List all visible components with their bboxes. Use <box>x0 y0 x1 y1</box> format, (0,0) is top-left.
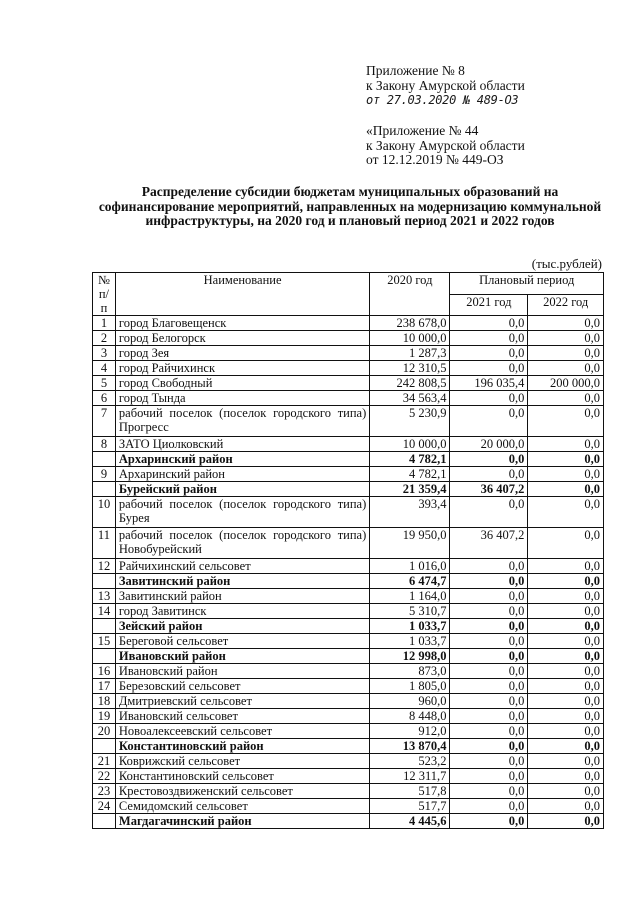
row-value-2021: 0,0 <box>450 709 528 724</box>
row-name: Новоалексеевский сельсовет <box>115 724 369 739</box>
table-row <box>93 634 604 649</box>
table-row <box>93 589 604 604</box>
row-name: Ивановский район <box>115 664 369 679</box>
row-value-2022: 0,0 <box>528 391 604 406</box>
row-value-2020: 873,0 <box>370 664 450 679</box>
row-number: 4 <box>93 361 116 376</box>
row-number <box>93 814 116 829</box>
table-row <box>93 528 604 559</box>
row-name: Завитинский район <box>115 574 369 589</box>
row-number <box>93 574 116 589</box>
subsidy-table <box>92 272 604 829</box>
row-name: Завитинский район <box>115 589 369 604</box>
row-name: Семидомский сельсовет <box>115 799 369 814</box>
row-value-2021: 0,0 <box>450 649 528 664</box>
row-value-2020: 10 000,0 <box>370 437 450 452</box>
table-row <box>93 559 604 574</box>
row-value-2020: 12 310,5 <box>370 361 450 376</box>
row-name: Дмитриевский сельсовет <box>115 694 369 709</box>
row-value-2021: 0,0 <box>450 346 528 361</box>
table-row <box>93 467 604 482</box>
row-number: 9 <box>93 467 116 482</box>
row-value-2021: 0,0 <box>450 391 528 406</box>
row-value-2021: 0,0 <box>450 589 528 604</box>
row-value-2021: 0,0 <box>450 406 528 437</box>
row-value-2021: 0,0 <box>450 679 528 694</box>
row-value-2020: 1 033,7 <box>370 634 450 649</box>
row-value-2020: 5 230,9 <box>370 406 450 437</box>
row-number <box>93 649 116 664</box>
row-value-2022: 0,0 <box>528 452 604 467</box>
row-value-2022: 0,0 <box>528 559 604 574</box>
row-value-2022: 0,0 <box>528 799 604 814</box>
table-row <box>93 497 604 528</box>
row-value-2020: 1 805,0 <box>370 679 450 694</box>
table-row <box>93 664 604 679</box>
row-value-2022: 0,0 <box>528 497 604 528</box>
row-name: Райчихинский сельсовет <box>115 559 369 574</box>
table-row <box>93 437 604 452</box>
row-value-2022: 0,0 <box>528 784 604 799</box>
document-title: Распределение субсидии бюджетам муниципальных образований на софинансирование мероприятий, направленных на модернизацию коммунальной инфраструктуры, на 2020 год и плановый период 2021 и 2022 годов <box>98 184 602 228</box>
row-name: Константиновский район <box>115 739 369 754</box>
table-row <box>93 361 604 376</box>
row-name: город Тында <box>115 391 369 406</box>
column-header-plan-period: Плановый период <box>450 273 604 295</box>
table-row <box>93 799 604 814</box>
table-row <box>93 724 604 739</box>
row-value-2021: 0,0 <box>450 574 528 589</box>
row-value-2021: 0,0 <box>450 634 528 649</box>
row-number: 8 <box>93 437 116 452</box>
row-value-2022: 0,0 <box>528 316 604 331</box>
row-value-2020: 34 563,4 <box>370 391 450 406</box>
row-value-2021: 0,0 <box>450 331 528 346</box>
row-number: 10 <box>93 497 116 528</box>
row-name: Коврижский сельсовет <box>115 754 369 769</box>
row-name: город Зея <box>115 346 369 361</box>
row-value-2022: 0,0 <box>528 604 604 619</box>
row-value-2021: 0,0 <box>450 739 528 754</box>
row-value-2020: 960,0 <box>370 694 450 709</box>
law-reference: к Закону Амурской области <box>366 77 525 93</box>
row-value-2020: 1 164,0 <box>370 589 450 604</box>
row-number: 20 <box>93 724 116 739</box>
row-value-2022: 200 000,0 <box>528 376 604 391</box>
table-row <box>93 784 604 799</box>
row-value-2021: 0,0 <box>450 604 528 619</box>
row-name: Бурейский район <box>115 482 369 497</box>
row-value-2020: 393,4 <box>370 497 450 528</box>
row-value-2020: 12 998,0 <box>370 649 450 664</box>
row-name: город Райчихинск <box>115 361 369 376</box>
previous-date: от 12.12.2019 № 449-ОЗ <box>366 152 504 167</box>
row-value-2021: 0,0 <box>450 754 528 769</box>
appendix-header <box>366 64 525 108</box>
row-value-2021: 196 035,4 <box>450 376 528 391</box>
row-name: Ивановский район <box>115 649 369 664</box>
row-value-2020: 517,7 <box>370 799 450 814</box>
row-value-2022: 0,0 <box>528 814 604 829</box>
row-value-2021: 36 407,2 <box>450 528 528 559</box>
row-value-2020: 912,0 <box>370 724 450 739</box>
handwritten-date: от 27.03.2020 № 489-ОЗ <box>366 93 519 107</box>
row-name: рабочий поселок (поселок городского типа) Бурея <box>115 497 369 528</box>
row-value-2020: 1 287,3 <box>370 346 450 361</box>
column-header-name: Наименование <box>115 273 369 316</box>
row-value-2021: 0,0 <box>450 784 528 799</box>
row-value-2020: 517,8 <box>370 784 450 799</box>
table-row <box>93 346 604 361</box>
row-value-2020: 8 448,0 <box>370 709 450 724</box>
row-name: город Завитинск <box>115 604 369 619</box>
row-name: Ивановский сельсовет <box>115 709 369 724</box>
table-row <box>93 709 604 724</box>
row-value-2020: 6 474,7 <box>370 574 450 589</box>
district-subtotal-row <box>93 739 604 754</box>
row-name: Крестовоздвиженский сельсовет <box>115 784 369 799</box>
row-value-2021: 0,0 <box>450 452 528 467</box>
table-body <box>93 316 604 829</box>
row-value-2020: 4 782,1 <box>370 452 450 467</box>
row-name: город Белогорск <box>115 331 369 346</box>
row-value-2022: 0,0 <box>528 649 604 664</box>
row-number: 2 <box>93 331 116 346</box>
row-value-2021: 0,0 <box>450 799 528 814</box>
row-value-2022: 0,0 <box>528 482 604 497</box>
row-number: 11 <box>93 528 116 559</box>
row-value-2020: 1 033,7 <box>370 619 450 634</box>
row-number: 19 <box>93 709 116 724</box>
row-name: Березовский сельсовет <box>115 679 369 694</box>
row-number: 15 <box>93 634 116 649</box>
row-number: 23 <box>93 784 116 799</box>
row-value-2021: 0,0 <box>450 769 528 784</box>
district-subtotal-row <box>93 452 604 467</box>
row-value-2020: 13 870,4 <box>370 739 450 754</box>
row-name: Магдагачинский район <box>115 814 369 829</box>
row-value-2021: 0,0 <box>450 467 528 482</box>
row-number: 7 <box>93 406 116 437</box>
row-number: 24 <box>93 799 116 814</box>
table-header-row <box>93 273 604 295</box>
row-value-2022: 0,0 <box>528 739 604 754</box>
row-value-2022: 0,0 <box>528 619 604 634</box>
previous-appendix-header <box>366 124 525 168</box>
row-number: 16 <box>93 664 116 679</box>
row-value-2022: 0,0 <box>528 694 604 709</box>
table-row <box>93 769 604 784</box>
table-row <box>93 754 604 769</box>
previous-law-reference: к Закону Амурской области <box>366 137 525 153</box>
row-name: рабочий поселок (поселок городского типа) Прогресс <box>115 406 369 437</box>
row-value-2021: 0,0 <box>450 619 528 634</box>
row-number: 22 <box>93 769 116 784</box>
district-subtotal-row <box>93 814 604 829</box>
row-value-2022: 0,0 <box>528 769 604 784</box>
row-name: ЗАТО Циолковский <box>115 437 369 452</box>
row-number: 17 <box>93 679 116 694</box>
district-subtotal-row <box>93 574 604 589</box>
row-value-2022: 0,0 <box>528 528 604 559</box>
table-row <box>93 604 604 619</box>
row-value-2020: 242 808,5 <box>370 376 450 391</box>
row-number <box>93 619 116 634</box>
row-number: 5 <box>93 376 116 391</box>
row-value-2022: 0,0 <box>528 437 604 452</box>
row-value-2020: 4 782,1 <box>370 467 450 482</box>
row-name: Архаринский район <box>115 452 369 467</box>
previous-appendix-number: «Приложение № 44 <box>366 123 479 138</box>
row-name: Зейский район <box>115 619 369 634</box>
row-number: 18 <box>93 694 116 709</box>
row-number: 12 <box>93 559 116 574</box>
row-value-2021: 0,0 <box>450 559 528 574</box>
row-value-2021: 0,0 <box>450 361 528 376</box>
row-value-2021: 36 407,2 <box>450 482 528 497</box>
row-name: Архаринский район <box>115 467 369 482</box>
row-value-2022: 0,0 <box>528 346 604 361</box>
row-number: 3 <box>93 346 116 361</box>
row-value-2022: 0,0 <box>528 724 604 739</box>
row-number <box>93 739 116 754</box>
row-number: 1 <box>93 316 116 331</box>
row-value-2022: 0,0 <box>528 589 604 604</box>
row-number <box>93 482 116 497</box>
table-row <box>93 406 604 437</box>
row-value-2022: 0,0 <box>528 709 604 724</box>
row-value-2020: 12 311,7 <box>370 769 450 784</box>
row-value-2022: 0,0 <box>528 406 604 437</box>
row-value-2020: 523,2 <box>370 754 450 769</box>
row-value-2020: 10 000,0 <box>370 331 450 346</box>
row-value-2020: 19 950,0 <box>370 528 450 559</box>
table-row <box>93 331 604 346</box>
row-value-2022: 0,0 <box>528 679 604 694</box>
table-row <box>93 694 604 709</box>
district-subtotal-row <box>93 649 604 664</box>
row-number: 14 <box>93 604 116 619</box>
row-name: город Свободный <box>115 376 369 391</box>
row-value-2021: 0,0 <box>450 497 528 528</box>
row-value-2022: 0,0 <box>528 634 604 649</box>
district-subtotal-row <box>93 482 604 497</box>
row-value-2022: 0,0 <box>528 574 604 589</box>
row-value-2021: 20 000,0 <box>450 437 528 452</box>
row-name: город Благовещенск <box>115 316 369 331</box>
table-row <box>93 391 604 406</box>
district-subtotal-row <box>93 619 604 634</box>
row-value-2020: 5 310,7 <box>370 604 450 619</box>
row-value-2020: 21 359,4 <box>370 482 450 497</box>
row-number: 6 <box>93 391 116 406</box>
row-value-2021: 0,0 <box>450 694 528 709</box>
column-header-2022: 2022 год <box>528 294 604 316</box>
row-number: 21 <box>93 754 116 769</box>
row-value-2021: 0,0 <box>450 664 528 679</box>
row-value-2020: 4 445,6 <box>370 814 450 829</box>
table-row <box>93 316 604 331</box>
row-value-2021: 0,0 <box>450 724 528 739</box>
row-value-2022: 0,0 <box>528 361 604 376</box>
row-name: Константиновский сельсовет <box>115 769 369 784</box>
row-value-2022: 0,0 <box>528 467 604 482</box>
table-row <box>93 376 604 391</box>
row-name: Береговой сельсовет <box>115 634 369 649</box>
row-number <box>93 452 116 467</box>
row-value-2022: 0,0 <box>528 331 604 346</box>
row-value-2021: 0,0 <box>450 316 528 331</box>
row-name: рабочий поселок (поселок городского типа) Новобурейский <box>115 528 369 559</box>
column-header-2020: 2020 год <box>370 273 450 316</box>
row-value-2022: 0,0 <box>528 664 604 679</box>
table-row <box>93 679 604 694</box>
row-value-2020: 1 016,0 <box>370 559 450 574</box>
appendix-number: Приложение № 8 <box>366 63 465 78</box>
units-label: (тыс.рублей) <box>531 256 602 271</box>
row-value-2020: 238 678,0 <box>370 316 450 331</box>
column-header-number: № п/п <box>93 273 116 316</box>
row-value-2022: 0,0 <box>528 754 604 769</box>
column-header-2021: 2021 год <box>450 294 528 316</box>
row-number: 13 <box>93 589 116 604</box>
row-value-2021: 0,0 <box>450 814 528 829</box>
